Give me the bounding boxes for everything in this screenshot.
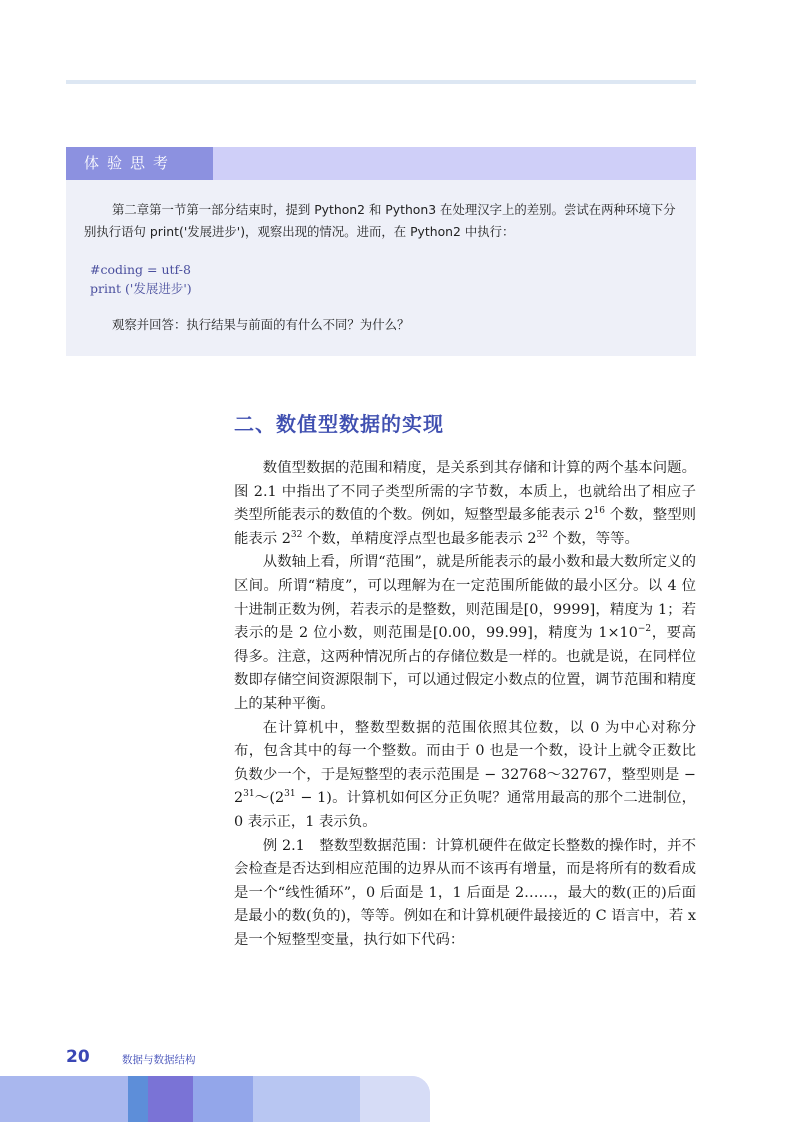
p2-text-b: ，要高得多。注意，这两种情况所占的存储位数是一样的。也就是说，在同样位数即存储空间资源限制下，可以通过假定小数点的位置，调节范围和精度上的某种平衡。 [234, 625, 696, 712]
think-box-header [66, 147, 696, 180]
top-rule [66, 80, 696, 84]
p2-sup: −2 [637, 624, 652, 635]
p3-text-b: ～(2 [254, 790, 285, 807]
book-title: 数据与数据结构 [122, 1054, 196, 1066]
band-segment-5 [253, 1076, 360, 1122]
section-heading: 二、数值型数据的实现 [234, 412, 444, 436]
page-number: 20 [66, 1047, 90, 1067]
p2-text-a: 从数轴上看，所谓“范围”，就是所能表示的最小数和最大数所定义的区间。所谓“精度”，可以理解为在一定范围所能做的最小区分。以 4 位十进制正数为例，若表示的是整数，则范围是[0，9999]，精度为 1；若表示的是 2 位小数，则范围是[0.00，99.99]，精度为 1×10 [234, 554, 696, 642]
paragraph-3 [234, 717, 696, 835]
code-line-2: print ('发展进步') [90, 281, 192, 296]
footer-color-band [0, 1076, 430, 1122]
p3-sup-1: 31 [243, 789, 255, 800]
p1-sup-1: 16 [593, 506, 605, 517]
p1-text-c: 个数，单精度浮点型也最多能表示 2 [302, 530, 537, 547]
paragraph-2 [234, 551, 696, 716]
paragraph-4: 例 2.1 整数型数据范围：计算机硬件在做定长整数的操作时，并不会检查是否达到相应范围的边界从而不该再有增量，而是将所有的数看成是一个“线性循环”，0 后面是 1，1 后面是 2……，最大的数(正的)后面是最小的数(负的)，等等。例如在和计算机硬件最接近的 C 语言中，若 x 是一个短整型变量，执行如下代码： [234, 837, 696, 948]
p3-text-c: − 1)。计算机如何区分正负呢？通常用最高的那个二进制位，0 表示正，1 表示负。 [234, 790, 696, 830]
band-segment-2 [128, 1076, 148, 1122]
body-text [234, 457, 696, 952]
think-box-title: 体验思考 [66, 147, 213, 180]
p1-sup-2: 32 [290, 529, 303, 540]
think-box-question: 观察并回答：执行结果与前面的有什么不同？为什么？ [112, 317, 410, 332]
code-line-1: #coding = utf-8 [90, 262, 191, 277]
band-segment-1 [0, 1076, 128, 1122]
p1-text-b: 个数，整型则能表示 2 [234, 507, 697, 547]
band-segment-6 [360, 1076, 430, 1122]
p1-text-d: 个数，等等。 [547, 530, 639, 547]
band-segment-3 [148, 1076, 193, 1122]
think-box [66, 147, 696, 356]
band-segment-4 [193, 1076, 253, 1122]
paragraph-1 [234, 457, 696, 551]
think-box-paragraph: 第二章第一节第一部分结束时，提到 Python2 和 Python3 在处理汉字上的差别。尝试在两种环境下分别执行语句 print('发展进步')，观察出现的情况。进而，在 Python2 中执行： [84, 202, 676, 239]
p1-sup-3: 32 [536, 529, 548, 540]
p3-sup-2: 31 [284, 789, 296, 800]
p3-text-a: 在计算机中，整数型数据的范围依照其位数，以 0 为中心对称分布，包含其中的每一个整数。而由于 0 也是一个数，设计上就令正数比负数少一个，于是短整型的表示范围是 − 32768～32767，整型则是 − 2 [234, 719, 696, 807]
p1-text-a: 数值型数据的范围和精度，是关系到其存储和计算的两个基本问题。图 2.1 中指出了不同子类型所需的字节数，本质上，也就给出了相应子类型所能表示的数值的个数。例如，短整型最多能表示 2 [234, 460, 696, 524]
code-snippet [90, 260, 192, 298]
